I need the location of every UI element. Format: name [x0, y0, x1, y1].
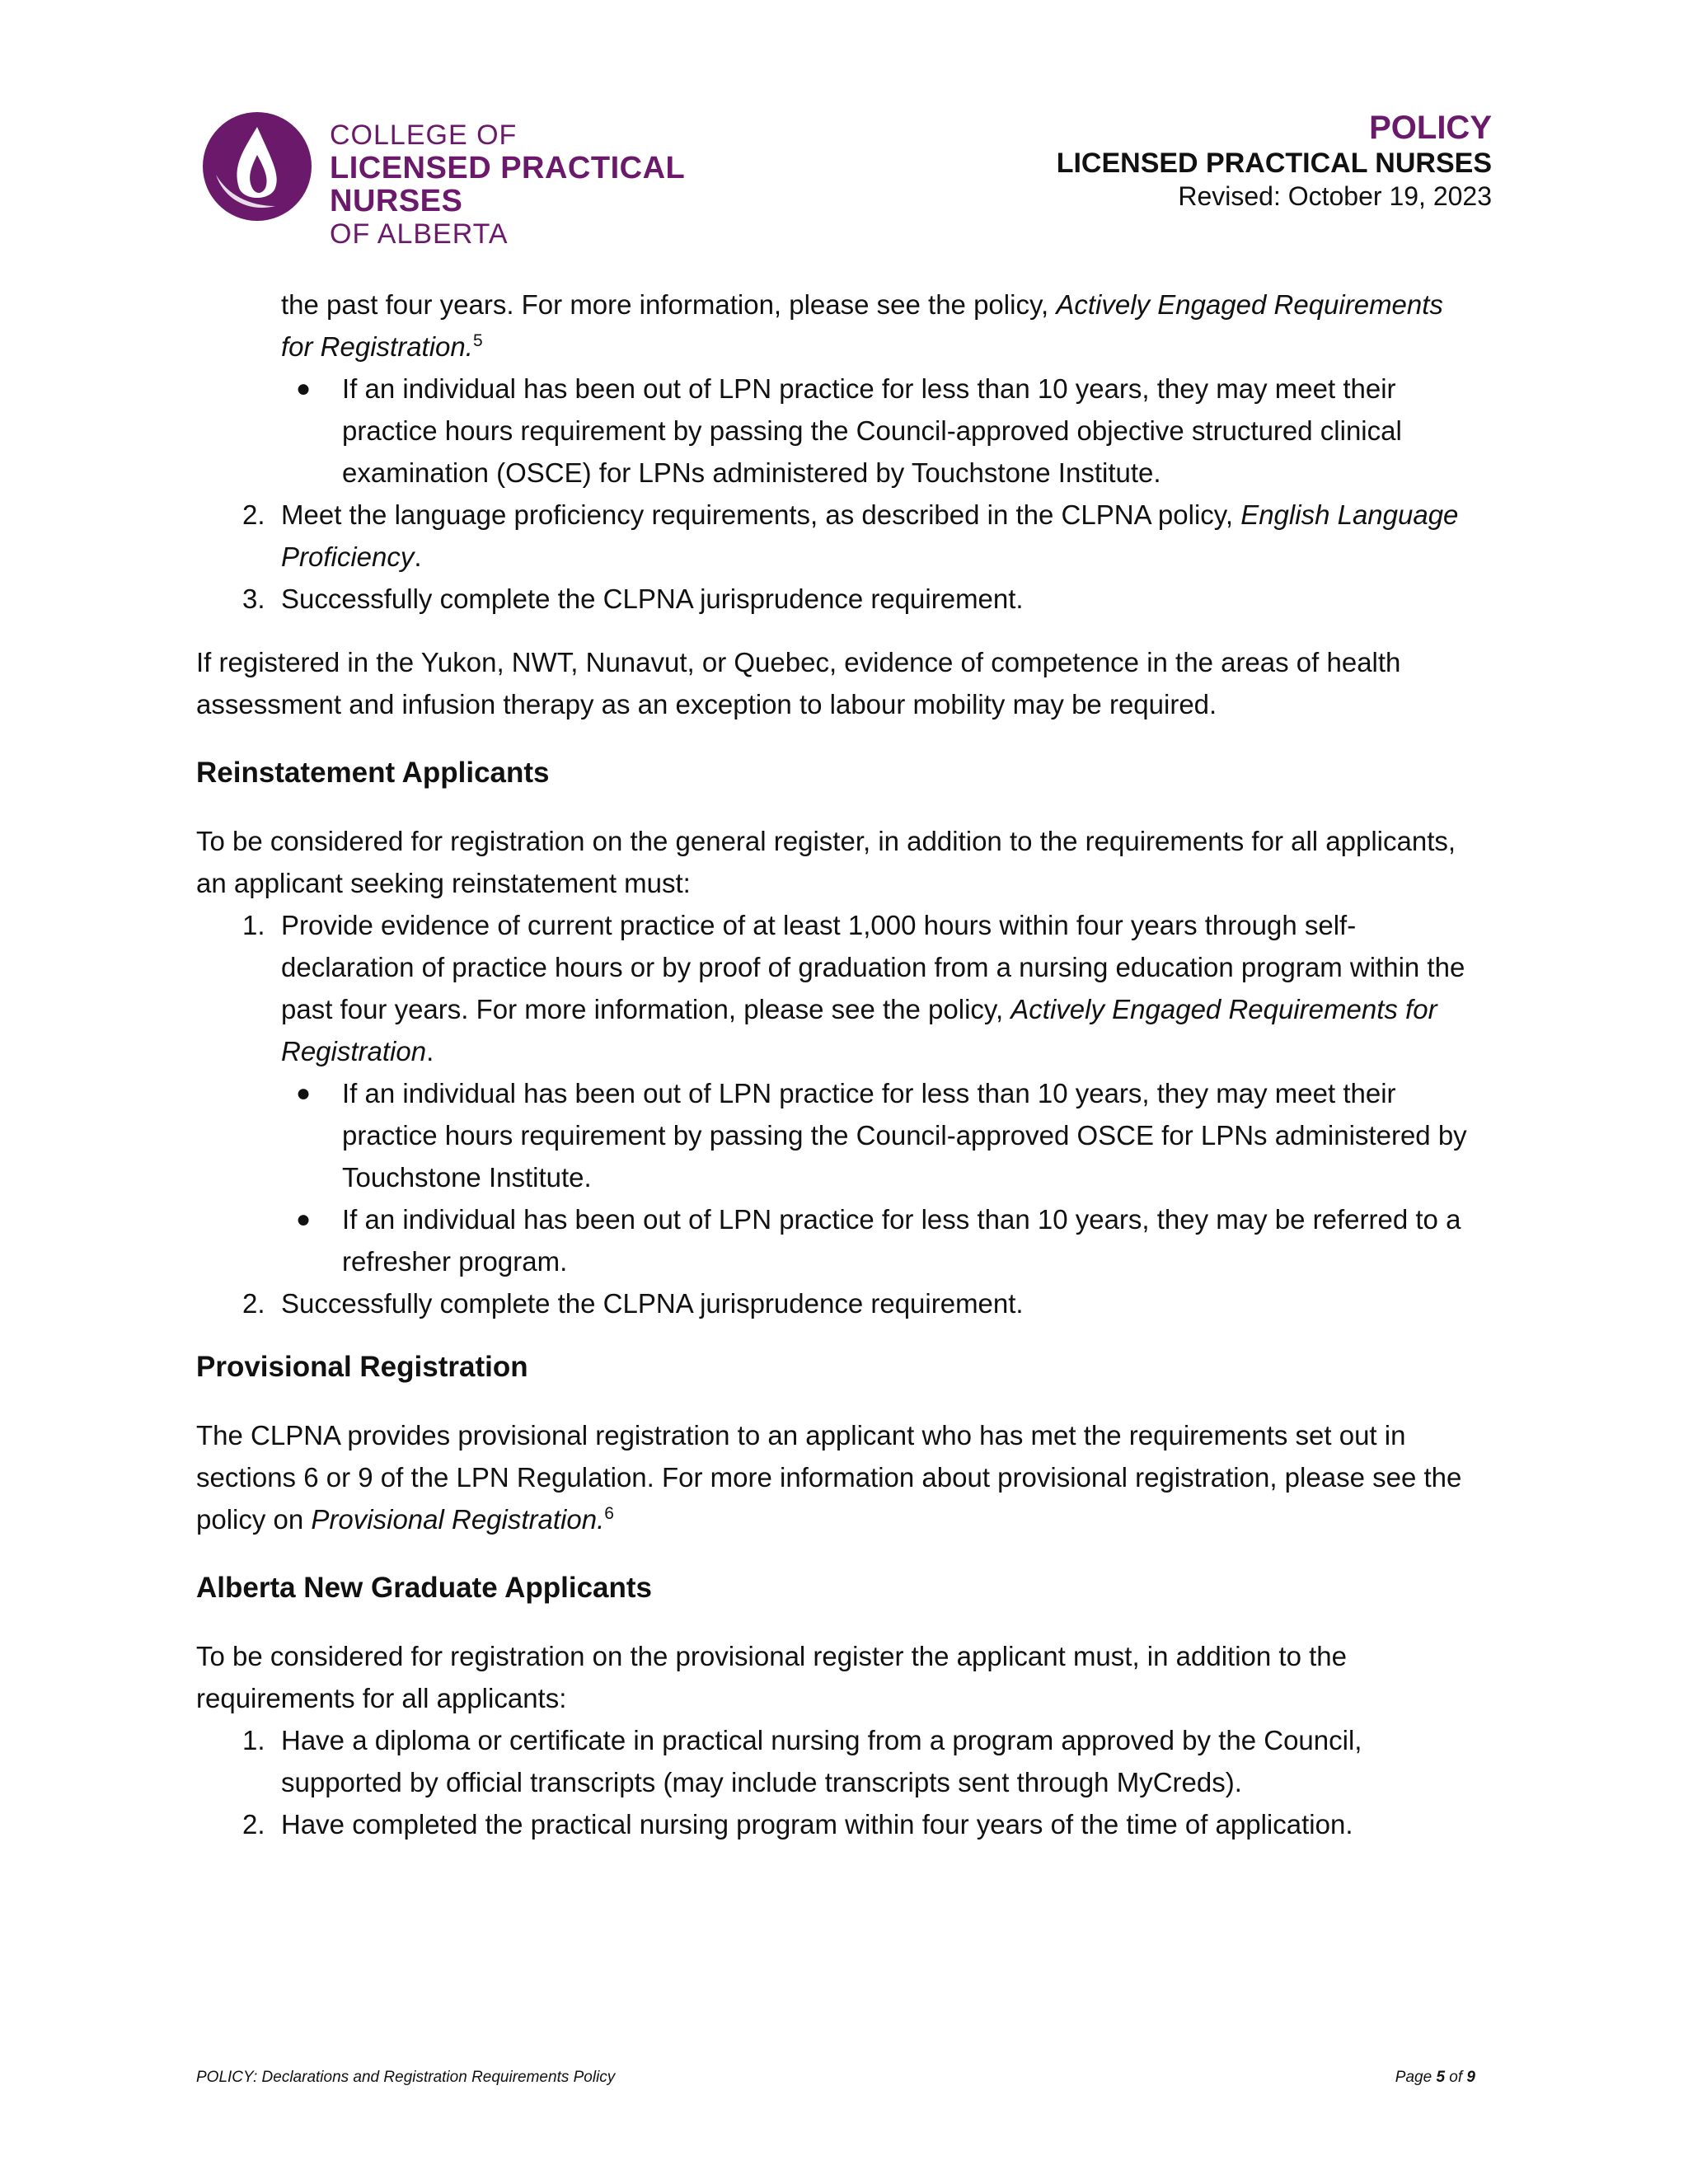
- section-heading-provisional: Provisional Registration: [196, 1351, 528, 1383]
- provisional-text: The CLPNA provides provisional registration to an applicant who has met the requirements set out in sections 6 or 9 of the LPN Regulation. For more information about provisional registration, please see the policy on: [196, 1420, 1462, 1535]
- mobility-paragraph: If registered in the Yukon, NWT, Nunavut, or Quebec, evidence of competence in the areas of health assessment and infusion therapy as an exception to labour mobility may be required.: [196, 647, 1401, 719]
- page-content: [196, 284, 1482, 1845]
- footer-doc-title: POLICY: Declarations and Registration Requirements Policy: [196, 2069, 616, 2086]
- bullet-icon: ●: [296, 1206, 312, 1233]
- item-number: 2.: [242, 499, 265, 530]
- logo-flame-icon: [199, 109, 315, 224]
- item-text: Have completed the practical nursing program within four years of the time of application.: [281, 1809, 1353, 1840]
- bullet-icon: ●: [296, 375, 312, 402]
- total-pages: 9: [1466, 2069, 1475, 2086]
- reinstatement-list-cont: [196, 1282, 1482, 1324]
- logo-line-3: OF ALBERTA: [330, 218, 509, 250]
- logo-line-1: COLLEGE OF: [330, 120, 518, 151]
- policy-reference: English Language Proficiency: [281, 499, 1459, 572]
- reinstatement-intro: To be considered for registration on the general register, in addition to the requirements for all applicants, an applicant seeking reinstatement must:: [196, 826, 1456, 898]
- current-page: 5: [1436, 2069, 1446, 2086]
- page-of: of: [1445, 2069, 1467, 2086]
- item-text: Provide evidence of current practice of at least 1,000 hours within four years through self-declaration of practice hours or by proof of graduation from a nursing education program within the past four years. For more information, please see the policy,: [281, 910, 1465, 1024]
- continued-bullets: [196, 368, 1482, 494]
- requirements-list: [196, 494, 1482, 620]
- list-item: [296, 368, 1482, 494]
- item-text: Successfully complete the CLPNA jurisprudence requirement.: [281, 583, 1024, 614]
- clpna-logo: [199, 109, 776, 250]
- continued-paragraph: [196, 284, 1482, 368]
- provisional-paragraph: [196, 1414, 1482, 1540]
- list-item: [196, 1719, 1482, 1803]
- bullet-text: If an individual has been out of LPN practice for less than 10 years, they may be referred to a refresher program.: [342, 1204, 1461, 1277]
- item-number: 3.: [242, 583, 265, 614]
- item-end: .: [414, 541, 422, 572]
- footnote-ref: 6: [604, 1504, 614, 1523]
- item-number: 2.: [242, 1288, 265, 1319]
- reinstatement-bullets: [196, 1072, 1482, 1282]
- revised-date: Revised: October 19, 2023: [1178, 181, 1492, 211]
- item-text: Successfully complete the CLPNA jurisprudence requirement.: [281, 1288, 1024, 1319]
- section-heading-new-graduates: Alberta New Graduate Applicants: [196, 1572, 652, 1604]
- list-item: [196, 1803, 1482, 1845]
- bullet-text: If an individual has been out of LPN practice for less than 10 years, they may meet their practice hours requirement by passing the Council-approved OSCE for LPNs administered by Touchstone Institute.: [342, 1078, 1467, 1193]
- new-grad-intro: To be considered for registration on the provisional register the applicant must, in addition to the requirements for all applicants:: [196, 1641, 1347, 1713]
- doc-subtitle: LICENSED PRACTICAL NURSES: [1056, 148, 1492, 179]
- page-prefix: Page: [1395, 2069, 1437, 2086]
- page-number: [1395, 2069, 1475, 2087]
- bullet-text: If an individual has been out of LPN practice for less than 10 years, they may meet their practice hours requirement by passing the Council-approved objective structured clinical examination (OSCE) for LPNs administered by Touchstone Institute.: [342, 373, 1402, 488]
- new-grad-list: [196, 1719, 1482, 1845]
- logo-wordmark: [330, 119, 776, 251]
- list-item: [196, 494, 1482, 578]
- page-header: [0, 0, 1688, 250]
- policy-reference: Actively Engaged Requirements for Registration: [281, 994, 1437, 1066]
- bullet-icon: ●: [296, 1080, 312, 1107]
- doc-type: POLICY: [1369, 110, 1492, 146]
- section-heading-reinstatement: Reinstatement Applicants: [196, 757, 550, 789]
- list-item: [296, 1072, 1482, 1198]
- list-item: [296, 1198, 1482, 1282]
- reinstatement-list: [196, 904, 1482, 1072]
- logo-line-2: LICENSED PRACTICAL NURSES: [330, 151, 685, 218]
- item-text: Have a diploma or certificate in practical nursing from a program approved by the Council, supported by official transcripts (may include transcripts sent through MyCreds).: [281, 1725, 1362, 1797]
- continued-text: the past four years. For more information, please see the policy,: [281, 289, 1057, 320]
- item-end: .: [426, 1036, 434, 1066]
- header-meta: [1057, 109, 1492, 213]
- policy-reference: Actively Engaged Requirements for Registration.: [281, 289, 1443, 362]
- item-number: 1.: [242, 910, 265, 940]
- list-item: [196, 1282, 1482, 1324]
- footnote-ref: 5: [472, 331, 483, 350]
- page-footer: [196, 2069, 1475, 2087]
- item-text: Meet the language proficiency requirements, as described in the CLPNA policy,: [281, 499, 1241, 530]
- list-item: [196, 904, 1482, 1072]
- item-number: 1.: [242, 1725, 265, 1755]
- policy-reference: Provisional Registration.: [311, 1504, 605, 1535]
- item-number: 2.: [242, 1809, 265, 1840]
- list-item: [196, 578, 1482, 620]
